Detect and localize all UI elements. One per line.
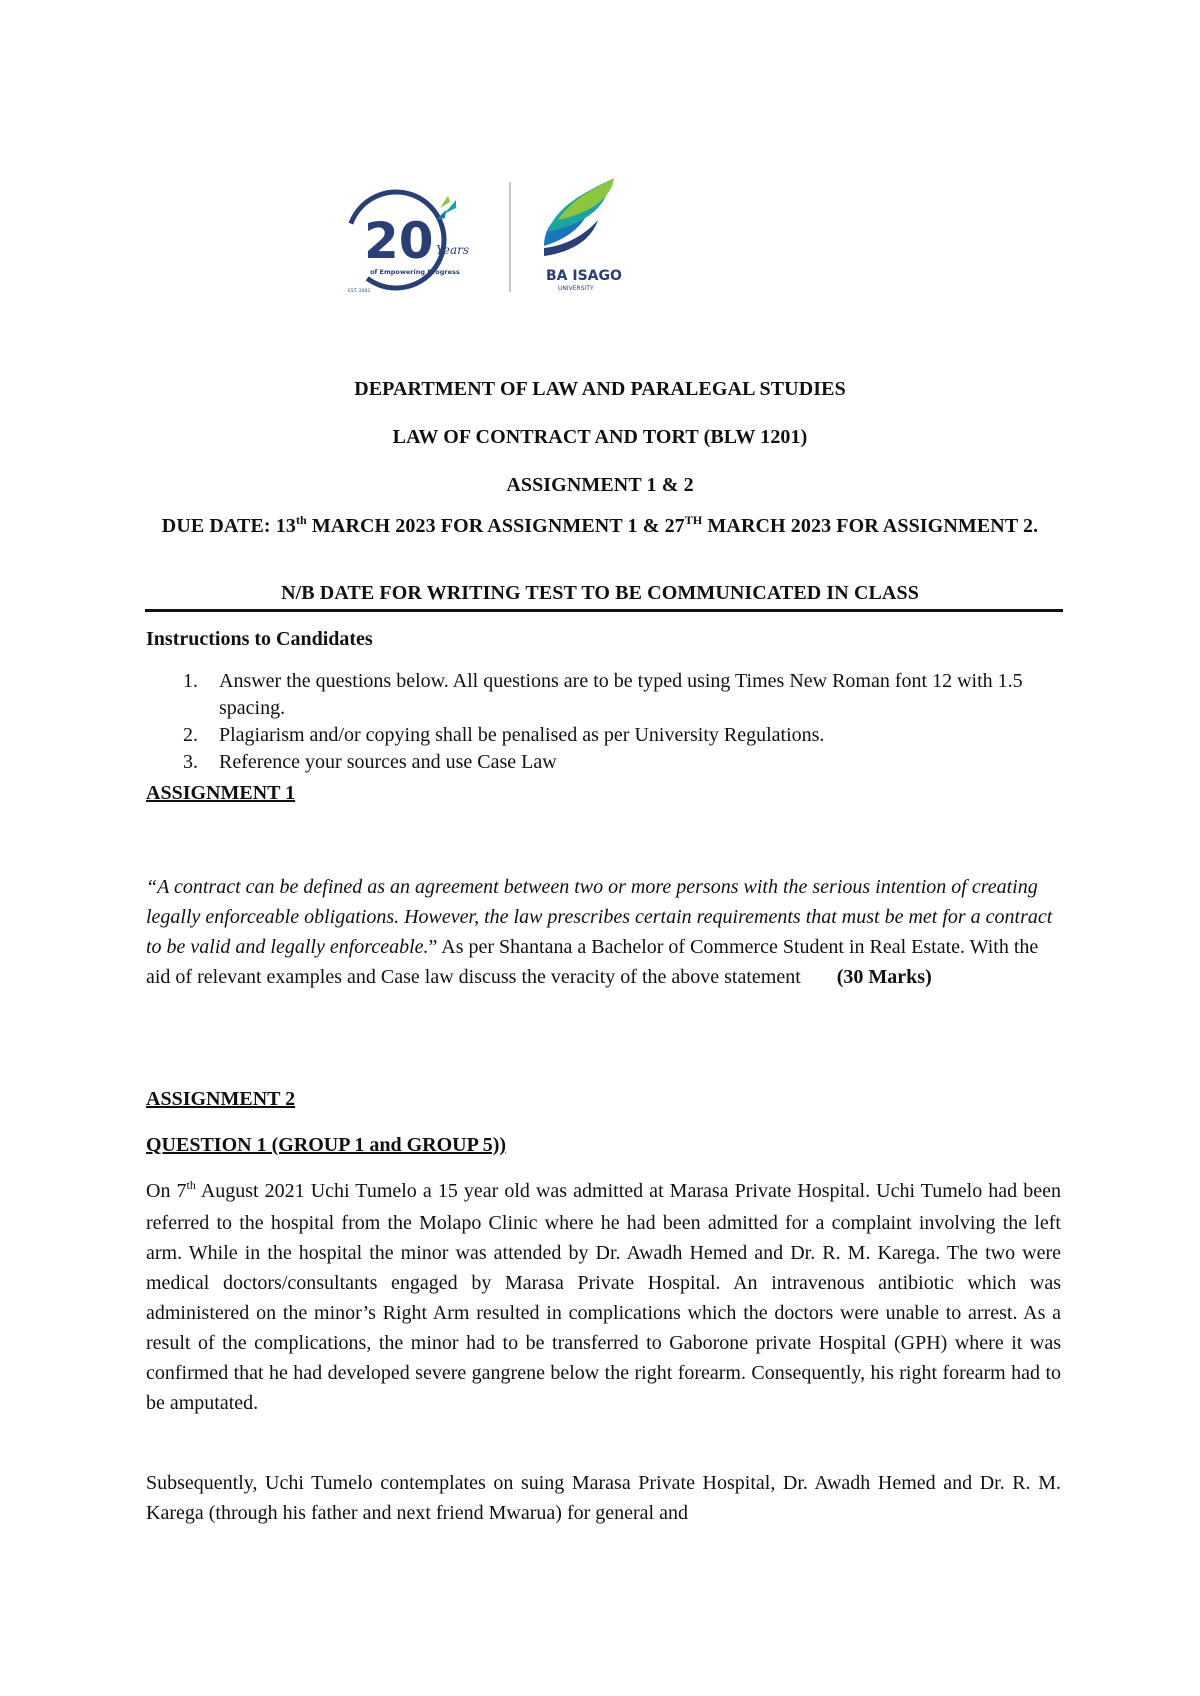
anniversary-logo: [344, 180, 484, 300]
header-rule: [145, 609, 1063, 612]
logo-area: [344, 176, 644, 304]
instruction-number: 3.: [183, 751, 198, 773]
university-name: BA ISAGO: [546, 268, 622, 284]
assignment1-question: [146, 872, 1061, 992]
instruction-number: 1.: [183, 670, 198, 692]
due-date-part1: DUE DATE: 13: [161, 515, 296, 537]
para1-sup: th: [186, 1178, 196, 1192]
due-date-sup2: TH: [684, 513, 703, 527]
instruction-text: Reference your sources and use Case Law: [219, 751, 557, 773]
instruction-item: [146, 722, 1061, 749]
department-title: DEPARTMENT OF LAW AND PARALEGAL STUDIES: [354, 378, 846, 400]
logo-divider: [509, 182, 511, 292]
due-date: [150, 512, 1050, 542]
assignment-title: ASSIGNMENT 1 & 2: [506, 474, 694, 496]
nb-notice: N/B DATE FOR WRITING TEST TO BE COMMUNICATED IN CLASS: [281, 582, 919, 604]
assignment1-prompt: ” As per Shantana a Bachelor of Commerce Student in Real Estate. With the aid of relevant examples and Case law discuss the veracity of the above statement: [146, 936, 1039, 988]
due-date-part3: MARCH 2023 FOR ASSIGNMENT 2.: [702, 515, 1039, 537]
question1-paragraph-2: Subsequently, Uchi Tumelo contemplates on suing Marasa Private Hospital, Dr. Awadh Hemed and Dr. R. M. Karega (through his father and next friend Mwarua) for general and: [146, 1472, 1061, 1524]
para1-start: On 7: [146, 1180, 187, 1202]
university-logo: [534, 176, 634, 304]
assignment2-heading: ASSIGNMENT 2: [146, 1088, 296, 1110]
anniversary-est: EST. 2002: [348, 289, 371, 294]
assignment1-heading: ASSIGNMENT 1: [146, 782, 296, 804]
course-title: LAW OF CONTRACT AND TORT (BLW 1201): [392, 426, 808, 448]
anniversary-tagline: of Empowering Progress: [370, 268, 460, 276]
para1-rest: August 2021 Uchi Tumelo a 15 year old was admitted at Marasa Private Hospital. Uchi Tumelo had been referred to the hospital from the Molapo Clinic where he had been admitted for a complaint involving the left arm. While in the hospital the minor was attended by Dr. Awadh Hemed and Dr. R. M. Karega. The two were medical doctors/consultants engaged by Marasa Private Hospital. An intravenous antibiotic which was administered on the minor’s Right Arm resulted in complications which the doctors were unable to arrest. As a result of the complications, the minor had to be transferred to Gaborone private Hospital (GPH) where it was confirmed that he had developed severe gangrene below the right forearm. Consequently, his right forearm had to be amputated.: [146, 1180, 1061, 1414]
instruction-item: [146, 749, 1061, 776]
assignment1-marks: (30 Marks): [836, 966, 932, 988]
instruction-item: [146, 668, 1061, 722]
instructions-title: Instructions to Candidates: [146, 628, 373, 650]
question1-heading: QUESTION 1 (GROUP 1 and GROUP 5)): [146, 1134, 507, 1156]
due-date-sup1: th: [295, 513, 307, 527]
instruction-text: Answer the questions below. All questions are to be typed using Times New Roman font 12 with 1.5 spacing.: [219, 670, 1023, 719]
instruction-text: Plagiarism and/or copying shall be penalised as per University Regulations.: [219, 724, 825, 746]
anniversary-number: 20: [364, 212, 434, 270]
question1-paragraph: [146, 1176, 1061, 1418]
due-date-part2: MARCH 2023 FOR ASSIGNMENT 1 & 27: [306, 515, 685, 537]
assignment1-quote: “A contract can be defined as an agreement between two or more persons with the serious intention of creating legally enforceable obligations. However, the law prescribes certain requirements that must be met for a contract to be valid and legally enforceable.: [146, 876, 1053, 958]
instructions-list: [146, 668, 1061, 776]
instruction-number: 2.: [183, 724, 198, 746]
anniversary-word: Years: [436, 243, 470, 257]
university-sub: UNIVERSITY: [558, 285, 594, 292]
